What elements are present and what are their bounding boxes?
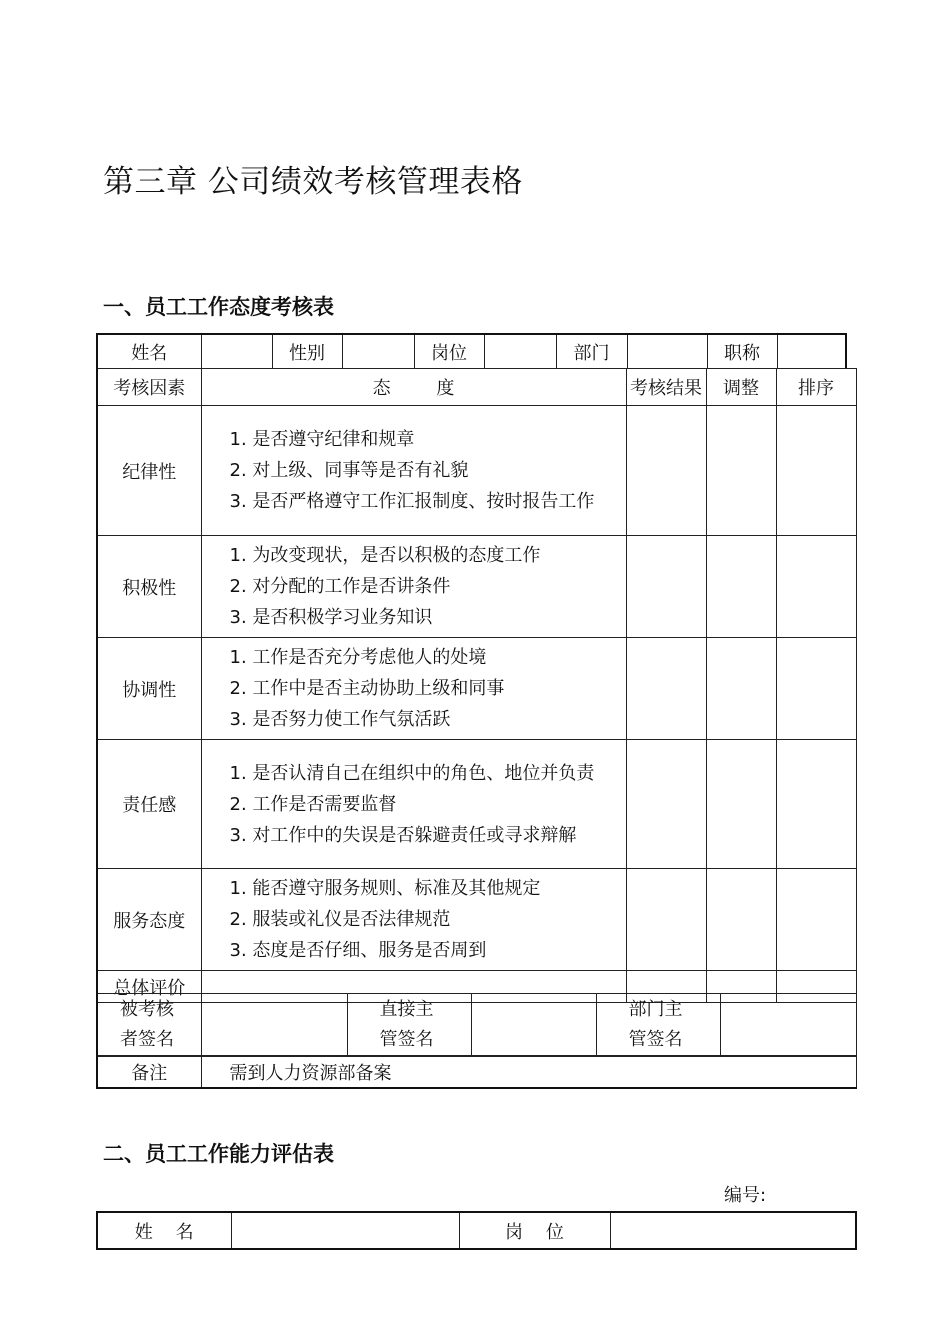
list-item: 1. 能否遵守服务规则、标准及其他规定 [229, 878, 541, 899]
criteria-list [201, 536, 626, 638]
factor-coordination: 协调性 [97, 638, 201, 740]
column-header-rank: 排序 [776, 369, 856, 406]
table-row [97, 740, 856, 869]
list-item: 1. 是否遵守纪律和规章 [229, 429, 415, 450]
employee-signature-field[interactable] [201, 994, 347, 1057]
position-field[interactable] [484, 334, 556, 369]
list-item: 2. 对上级、同事等是否有礼貌 [229, 460, 469, 481]
section-heading-attitude: 一、员工工作态度考核表 [103, 295, 334, 319]
adjust-cell[interactable] [706, 869, 776, 971]
adjust-cell[interactable] [706, 638, 776, 740]
attitude-evaluation-table [96, 368, 857, 1003]
list-item: 3. 态度是否仔细、服务是否周到 [229, 940, 487, 961]
list-item: 3. 是否严格遵守工作汇报制度、按时报告工作 [229, 491, 595, 512]
gender-field[interactable] [342, 334, 414, 369]
ability-position-label: 岗 位 [459, 1212, 610, 1249]
ability-evaluation-table [96, 1211, 857, 1250]
rank-cell[interactable] [776, 406, 856, 536]
dept-label: 部门 [556, 334, 627, 369]
column-header-adjust: 调整 [706, 369, 776, 406]
criteria-list [201, 869, 626, 971]
list-item: 2. 对分配的工作是否讲条件 [229, 576, 451, 597]
list-item: 3. 是否积极学习业务知识 [229, 607, 433, 628]
note-table [96, 1055, 857, 1089]
section-heading-ability: 二、员工工作能力评估表 [103, 1142, 334, 1166]
factor-initiative: 积极性 [97, 536, 201, 638]
result-cell[interactable] [626, 536, 706, 638]
ability-name-label: 姓 名 [97, 1212, 231, 1249]
signature-table [96, 993, 857, 1057]
supervisor-signature-field[interactable] [471, 994, 596, 1057]
adjust-cell[interactable] [706, 406, 776, 536]
name-label: 姓名 [97, 334, 201, 369]
rank-cell[interactable] [776, 638, 856, 740]
rank-cell[interactable] [776, 869, 856, 971]
note-label: 备注 [97, 1056, 201, 1089]
ability-name-field[interactable] [231, 1212, 459, 1249]
list-item: 1. 为改变现状，是否以积极的态度工作 [229, 545, 541, 566]
dept-field[interactable] [627, 334, 707, 369]
form-code-label: 编号: [724, 1185, 767, 1206]
adjust-cell[interactable] [706, 536, 776, 638]
list-item: 1. 是否认清自己在组织中的角色、地位并负责 [229, 762, 595, 784]
position-label: 岗位 [414, 334, 484, 369]
column-header-attitude: 态 度 [201, 369, 626, 406]
criteria-list [201, 740, 626, 869]
list-item: 2. 工作是否需要监督 [229, 793, 397, 815]
dept-head-signature-field[interactable] [720, 994, 856, 1057]
table-row [97, 638, 856, 740]
factor-service-attitude: 服务态度 [97, 869, 201, 971]
column-header-result: 考核结果 [626, 369, 706, 406]
result-cell[interactable] [626, 740, 706, 869]
criteria-list [201, 638, 626, 740]
result-cell[interactable] [626, 638, 706, 740]
dept-head-signature-label: 部门主管签名 [596, 994, 720, 1057]
supervisor-signature-label: 直接主管签名 [347, 994, 471, 1057]
ability-position-field[interactable] [610, 1212, 856, 1249]
rank-cell[interactable] [776, 536, 856, 638]
employee-signature-label: 被考核者签名 [97, 994, 201, 1057]
employee-info-header [96, 333, 847, 369]
factor-discipline: 纪律性 [97, 406, 201, 536]
list-item: 1. 工作是否充分考虑他人的处境 [229, 647, 487, 668]
list-item: 2. 服装或礼仪是否法律规范 [229, 909, 451, 930]
table-row [97, 869, 856, 971]
name-field[interactable] [201, 334, 272, 369]
adjust-cell[interactable] [706, 740, 776, 869]
page-title: 第三章 公司绩效考核管理表格 [103, 164, 523, 200]
result-cell[interactable] [626, 869, 706, 971]
result-cell[interactable] [626, 406, 706, 536]
job-title-label: 职称 [707, 334, 777, 369]
column-header-factor: 考核因素 [97, 369, 201, 406]
rank-cell[interactable] [776, 740, 856, 869]
table-row [97, 536, 856, 638]
job-title-field[interactable] [777, 334, 846, 369]
factor-responsibility: 责任感 [97, 740, 201, 869]
list-item: 2. 工作中是否主动协助上级和同事 [229, 678, 505, 699]
overall-label: 总体评价 [97, 971, 201, 1003]
criteria-list [201, 406, 626, 536]
gender-label: 性别 [272, 334, 342, 369]
table-row [97, 406, 856, 536]
list-item: 3. 是否努力使工作气氛活跃 [229, 709, 451, 730]
list-item: 3. 对工作中的失误是否躲避责任或寻求辩解 [229, 824, 577, 846]
note-value: 需到人力资源部备案 [201, 1056, 856, 1089]
